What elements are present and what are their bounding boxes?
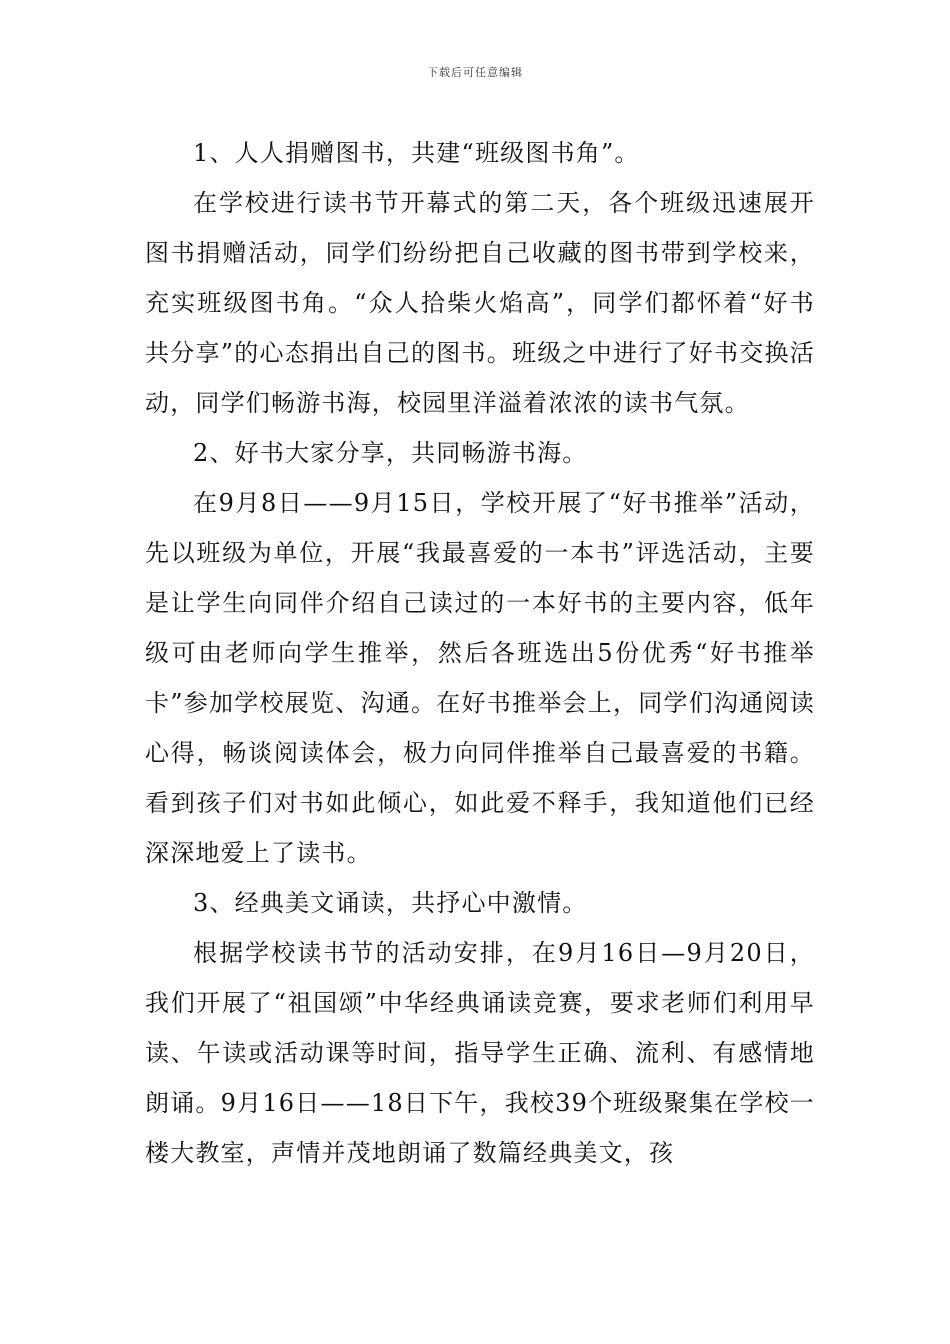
heading-item-1: 1、人人捐赠图书，共建“班级图书角”。 xyxy=(193,139,640,167)
heading-item-3: 3、经典美文诵读，共抒心中激情。 xyxy=(193,889,588,917)
page-header: 下载后可任意编辑 xyxy=(427,66,523,79)
paragraph-book-donation: 在学校进行读书节开幕式的第二天，各个班级迅速展开图书捐赠活动，同学们纷纷把自己收藏的图书带到学校来，充实班级图书角。“众人拾柴火焰高”，同学们都怀着“好书共分享”的心态捐出自己的图书。班级之中进行了好书交换活动，同学们畅游书海，校园里洋溢着浓浓的读书气氛。 xyxy=(145,189,815,417)
document-body xyxy=(145,128,815,1178)
heading-item-2: 2、好书大家分享，共同畅游书海。 xyxy=(193,439,588,467)
paragraph-classic-recitation: 根据学校读书节的活动安排，在9月16日—9月20日，我们开展了“祖国颂”中华经典诵读竞赛，要求老师们利用早读、午读或活动课等时间，指导学生正确、流利、有感情地朗诵。9月16日——18日下午，我校39个班级聚集在学校一楼大教室，声情并茂地朗诵了数篇经典美文，孩 xyxy=(145,939,815,1167)
paragraph-book-recommendation: 在9月8日——9月15日，学校开展了“好书推举”活动，先以班级为单位，开展“我最喜爱的一本书”评选活动，主要是让学生向同伴介绍自己读过的一本好书的主要内容，低年级可由老师向学生推举，然后各班选出5份优秀“好书推举卡”参加学校展览、沟通。在好书推举会上，同学们沟通阅读心得，畅谈阅读体会，极力向同伴推举自己最喜爱的书籍。看到孩子们对书如此倾心，如此爱不释手，我知道他们已经深深地爱上了读书。 xyxy=(145,489,815,867)
